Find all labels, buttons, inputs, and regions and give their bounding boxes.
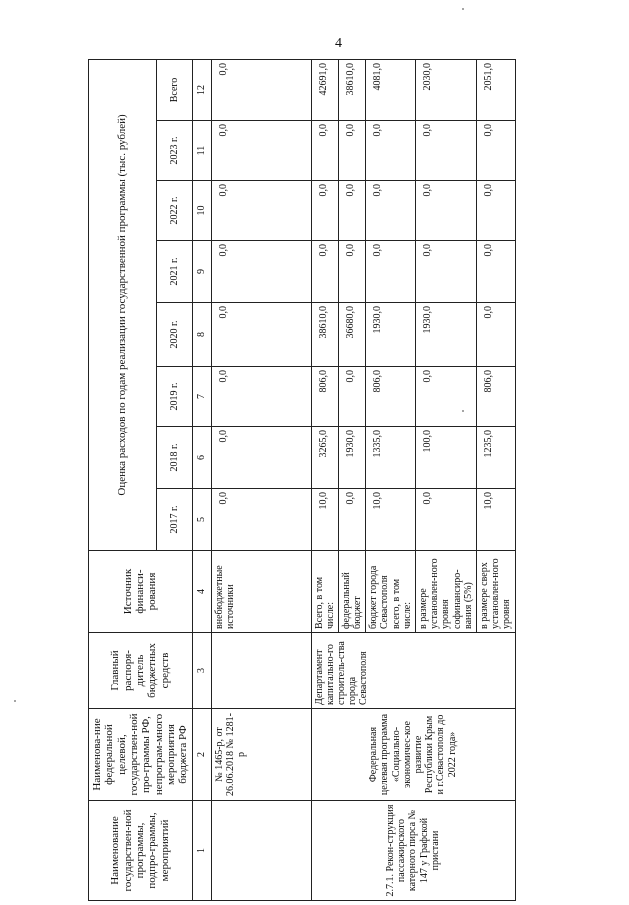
value-cell: 0,0 [338,181,365,241]
header-year: 2021 г. [157,241,192,303]
value-cell: 0,0 [211,367,311,427]
value-cell: 1235,0 [476,427,515,489]
header-year: 2023 г. [157,121,192,181]
table-row [311,59,338,900]
column-number-row [192,59,211,900]
header-expense-estimate: Оценка расходов по годам реализации государственной программы (тыс. рублей) [89,59,157,550]
column-number: 6 [192,427,211,489]
event-name: 2.7.1. Рекон-струкция пассажирского катерного пирса № 147 у Графской пристани [311,801,515,901]
value-cell: 0,0 [311,241,338,303]
header-year: 2017 г. [157,489,192,551]
value-cell: 0,0 [211,121,311,181]
value-cell: 0,0 [416,121,477,181]
header-budget-manager: Главный распоря-дитель бюджетных средств [89,633,193,709]
scan-speck [14,700,16,702]
value-cell: 0,0 [416,181,477,241]
value-cell: 0,0 [211,489,311,551]
empty-cell [211,633,311,709]
value-cell: 38610,0 [338,59,365,120]
value-cell: 0,0 [476,241,515,303]
value-cell: 0,0 [338,489,365,551]
scan-speck [462,8,464,10]
header-year: 2022 г. [157,181,192,241]
header-federal-program: Наименова-ние федеральной целевой, государствен-ной про-граммы РФ, непрограм-много мероприятия бюджета РФ [89,709,193,801]
table-row [211,59,311,900]
value-cell: 100,0 [416,427,477,489]
value-cell: 0,0 [211,241,311,303]
value-cell: 0,0 [211,427,311,489]
value-cell: 1930,0 [416,303,477,367]
budget-table [88,59,516,901]
value-cell: 1335,0 [366,427,416,489]
value-cell: 36680,0 [338,303,365,367]
value-cell: 0,0 [211,181,311,241]
value-cell: 10,0 [311,489,338,551]
value-cell: 806,0 [366,367,416,427]
empty-cell [211,801,311,901]
value-cell: 0,0 [311,181,338,241]
column-number: 5 [192,489,211,551]
column-number: 4 [192,551,211,633]
value-cell: 0,0 [416,367,477,427]
value-cell: 806,0 [311,367,338,427]
column-number: 11 [192,121,211,181]
value-cell: 3265,0 [311,427,338,489]
value-cell: 0,0 [476,303,515,367]
header-funding-source: Источник финанси-рования [89,551,193,633]
column-number: 1 [192,801,211,901]
header-year: 2019 г. [157,367,192,427]
value-cell: 0,0 [338,367,365,427]
column-number: 3 [192,633,211,709]
program-reference: № 1465-р, от 26.06.2018 № 1281-р [211,709,311,801]
value-cell: 0,0 [311,121,338,181]
column-number: 9 [192,241,211,303]
value-cell: 2051,0 [476,59,515,120]
funding-source: в размере сверх установлен-ного уровня [476,551,515,633]
value-cell: 0,0 [366,181,416,241]
value-cell: 0,0 [338,121,365,181]
value-cell: 0,0 [366,241,416,303]
value-cell: 1930,0 [366,303,416,367]
value-cell: 0,0 [211,303,311,367]
column-number: 2 [192,709,211,801]
value-cell: 38610,0 [311,303,338,367]
rotated-table-wrapper [88,60,513,901]
column-number: 10 [192,181,211,241]
column-number: 7 [192,367,211,427]
value-cell: 1930,0 [338,427,365,489]
column-number: 12 [192,59,211,120]
value-cell: 0,0 [366,121,416,181]
funding-source: бюджет города Севастополя всего, в том числе: [366,551,416,633]
event-manager: Департамент капитально-го строитель-ства города Севастополя [311,633,515,709]
value-cell: 10,0 [366,489,416,551]
value-cell: 2030,0 [416,59,477,120]
header-program-name: Наименование государствен-ной программы, подпро-граммы, мероприятий [89,801,193,901]
scan-speck [462,410,464,412]
header-year: 2018 г. [157,427,192,489]
value-cell: 0,0 [476,181,515,241]
event-program: Федеральная целевая программа «Социально-экономичес-кое развитие Республики Крым и г.Севастополя до 2022 года» [311,709,515,801]
value-cell: 0,0 [416,241,477,303]
header-year: 2020 г. [157,303,192,367]
value-cell: 806,0 [476,367,515,427]
value-cell: 0,0 [338,241,365,303]
funding-source: внебюджетные источники [211,551,311,633]
value-cell: 0,0 [211,59,311,120]
funding-source: федеральный бюджет [338,551,365,633]
value-cell: 0,0 [416,489,477,551]
funding-source: Всего, в том числе: [311,551,338,633]
funding-source: в размере установлен-ного уровня софинансиро-вания (5%) [416,551,477,633]
value-cell: 10,0 [476,489,515,551]
page-number: 4 [335,36,342,51]
value-cell: 4081,0 [366,59,416,120]
value-cell: 42691,0 [311,59,338,120]
column-number: 8 [192,303,211,367]
value-cell: 0,0 [476,121,515,181]
header-total: Всего [157,59,192,120]
